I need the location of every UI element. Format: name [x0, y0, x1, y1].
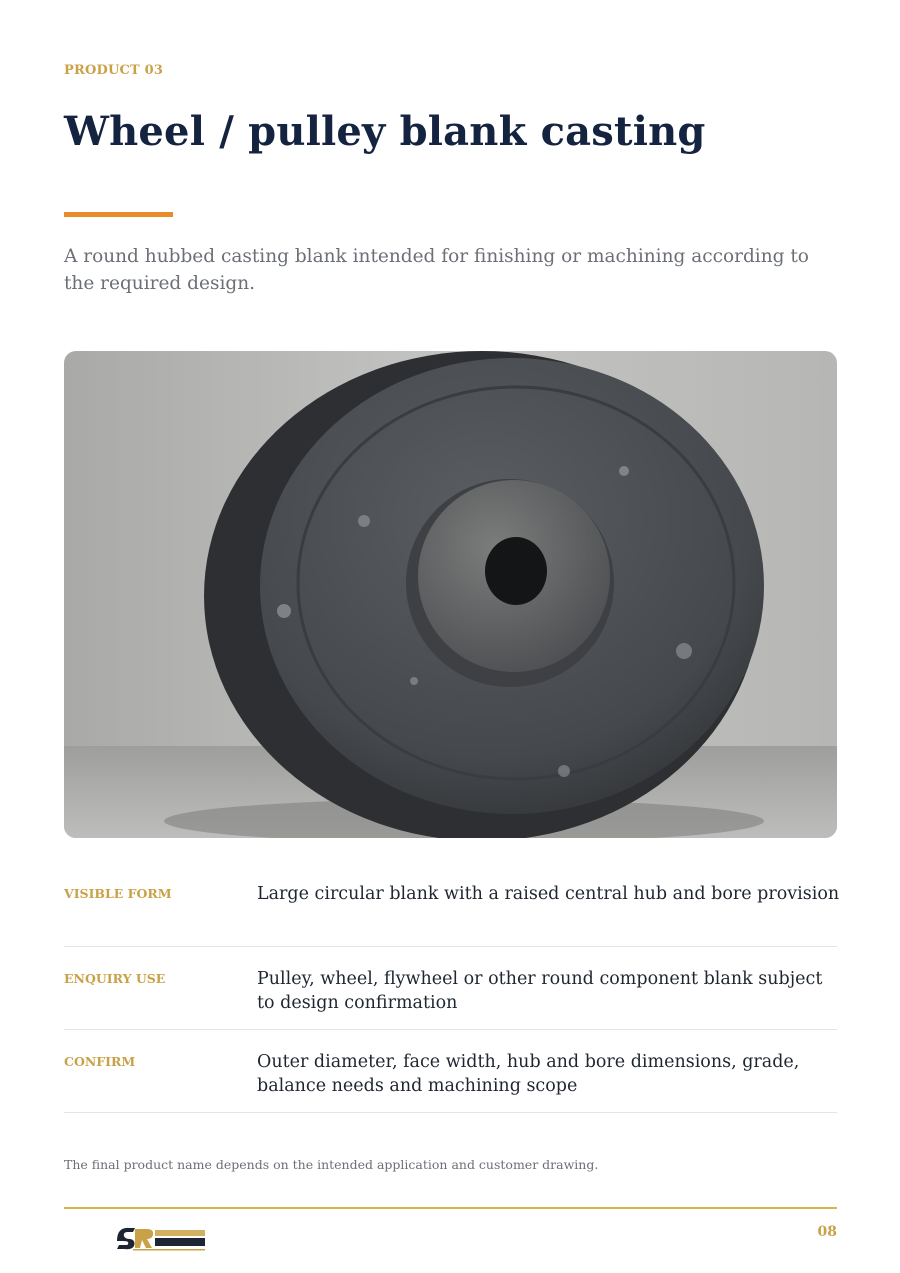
spec-row-confirm — [64, 1030, 837, 1113]
accent-rule — [64, 212, 173, 217]
spec-row-enquiry-use — [64, 947, 837, 1030]
product-photo — [64, 351, 837, 838]
product-description: A round hubbed casting blank intended for finishing or machining according to the required design. — [64, 246, 809, 294]
product-eyebrow: PRODUCT 03 — [64, 63, 164, 78]
footer-rule — [64, 1207, 837, 1209]
spec-row-visible-form — [64, 862, 840, 947]
page-title: Wheel / pulley blank casting — [64, 108, 706, 155]
spec-value: Outer diameter, face width, hub and bore dimensions, grade, balance needs and machining scope — [257, 1052, 800, 1096]
spec-table — [64, 862, 840, 1113]
spec-label: CONFIRM — [64, 1054, 136, 1069]
spec-label: VISIBLE FORM — [64, 886, 172, 901]
page-number: 08 — [817, 1224, 837, 1240]
spec-value: Pulley, wheel, flywheel or other round component blank subject to design confirmation — [257, 969, 823, 1013]
footnote: The final product name depends on the intended application and customer drawing. — [64, 1157, 599, 1172]
spec-value: Large circular blank with a raised central hub and bore provision — [257, 884, 840, 904]
company-logo — [115, 1223, 207, 1251]
spec-label: ENQUIRY USE — [64, 971, 166, 986]
